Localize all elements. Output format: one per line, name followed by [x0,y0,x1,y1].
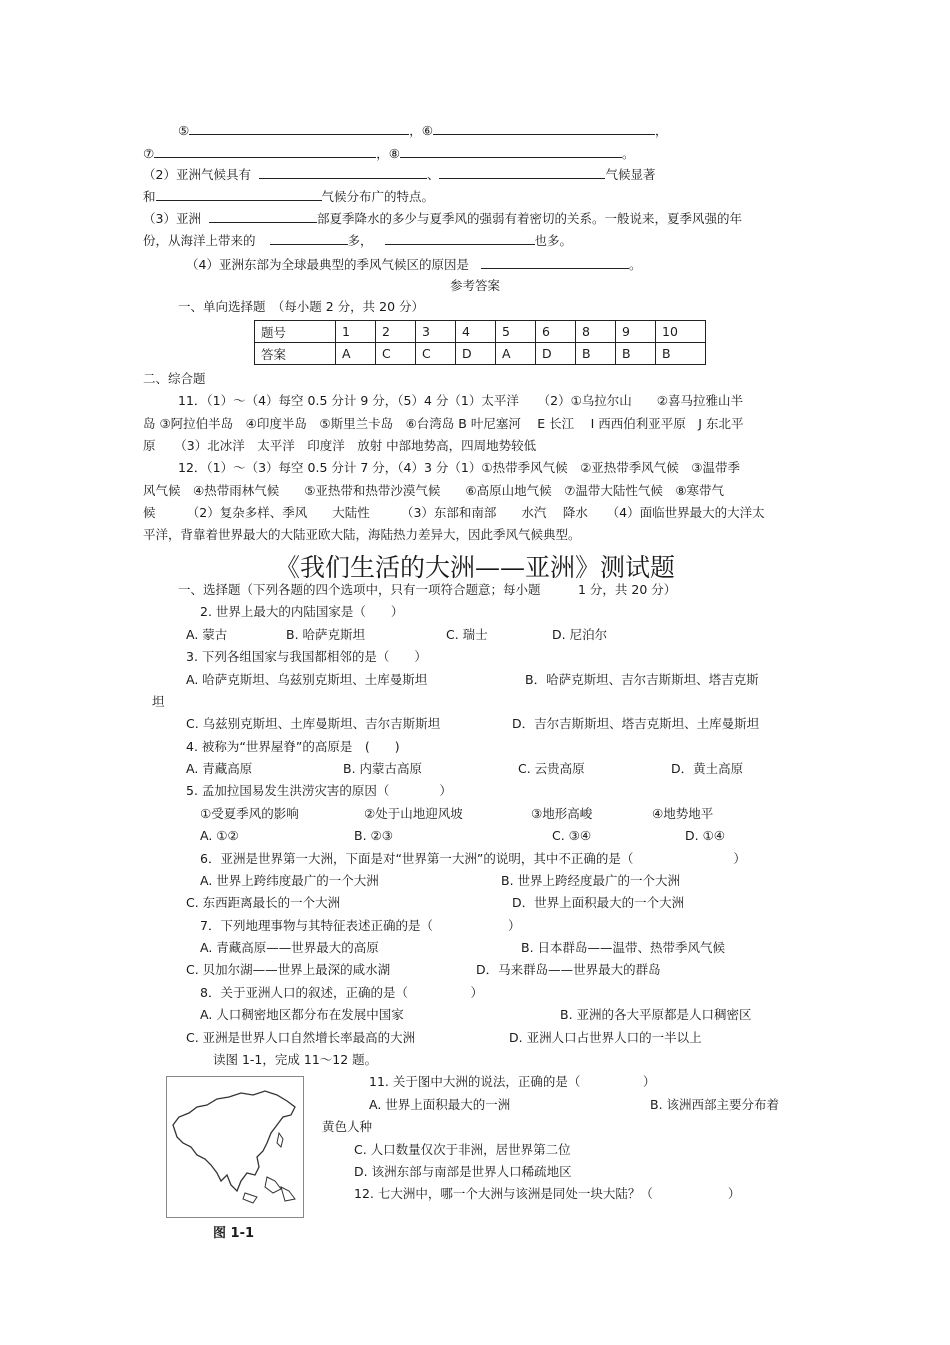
option-q2-c: C. 瑞士 [446,627,488,642]
table-cell: 2 [376,321,416,343]
option-q8-c: C. 亚洲是世界人口自然增长率最高的大洲 [186,1030,416,1045]
blank-q2-2[interactable] [439,166,605,179]
option-q2-d: D. 尼泊尔 [552,627,608,642]
question-8: 8．关于亚洲人口的叙述，正确的是（ ） [200,985,483,1000]
blank-q3-1[interactable] [209,210,317,223]
question-6: 6．亚洲是世界第一大洲，下面是对“世界第一大洲”的说明，其中不正确的是（ ） [200,851,746,866]
asia-outline-icon [167,1077,303,1217]
test-section-1: 一、选择题（下列各题的四个选项中，只有一项符合题意；每小题 1 分，共 20 分） [178,582,677,597]
option-q6-c: C. 东西距离最长的一个大洲 [186,895,341,910]
answer-line: 12．（1）～（3）每空 0.5 分计 7 分，（4）3 分（1）①热带季风气候 ②亚热带季风气候 ③温带季 [178,460,740,475]
option-q7-c: C. 贝加尔湖——世界上最深的咸水湖 [186,962,391,977]
option-q8-b: B. 亚洲的各大平原都是人口稠密区 [560,1007,752,1022]
answers-heading: 参考答案 [449,278,500,293]
option-q4-b: B. 内蒙古高原 [343,761,423,776]
option-q3-a: A. 哈萨克斯坦、乌兹别克斯坦、土库曼斯坦 [186,672,428,687]
blank-label-7: ⑦ [143,146,155,161]
fill-q4: （4）亚洲东部为全球最典型的季风气候区的原因是 。 [186,257,642,272]
option-q4-c: C. 云贵高原 [518,761,585,776]
answers-section-2: 二、综合题 [143,371,206,386]
question-11: 11. 关于图中大洲的说法，正确的是（ ） [369,1074,656,1089]
fill-line-7-8: ⑦ ，⑧ 。 [143,146,635,161]
answer-line: 候 （2）复杂多样、季风 大陆性 （3）东部和南部 水汽 降水 （4）面临世界最大的大洋太 [143,505,765,520]
option-q3-c: C. 乌兹别克斯坦、土库曼斯坦、吉尔吉斯斯坦 [186,716,441,731]
asia-map [166,1076,304,1218]
answer-line: 平洋，背靠着世界最大的大陆亚欧大陆，海陆热力差异大，因此季风气候典型。 [143,527,581,542]
table-cell: C [376,343,416,365]
answer-line: 原 （3）北冰洋 太平洋 印度洋 放射 中部地势高，四周地势较低 [143,438,537,453]
question-12: 12. 七大洲中，哪一个大洲与该洲是同处一块大陆？（ ） [354,1186,741,1201]
option-q5-b: B. ②③ [354,828,393,843]
answer-table [254,320,706,365]
table-cell: 1 [336,321,376,343]
answer-line: 11．（1）～（4）每空 0.5 分计 9 分，（5）4 分（1）太平洋 （2）①乌拉尔山 ②喜马拉雅山半 [178,393,743,408]
fill-q3-line1: （3）亚洲 部夏季降水的多少与夏季风的强弱有着密切的关系。一般说来，夏季风强的年 [143,211,742,226]
table-cell: A [336,343,376,365]
option-q11-c: C. 人口数量仅次于非洲，居世界第二位 [354,1142,571,1157]
option-q3-b: B．哈萨克斯坦、吉尔吉斯斯坦、塔吉克斯 [525,672,759,687]
question-2: 2. 世界上最大的内陆国家是（ ） [200,604,404,619]
option-q7-d: D．马来群岛——世界最大的群岛 [476,962,661,977]
table-cell: 答案 [255,343,336,365]
answer-table-header-row [255,321,706,343]
blank-6[interactable] [433,122,655,135]
option-q4-a: A. 青藏高原 [186,761,253,776]
fill-q2-line2: 和 气候分布广的特点。 [143,189,435,204]
table-cell: 4 [456,321,496,343]
blank-7[interactable] [154,145,376,158]
option-q6-a: A. 世界上跨纬度最广的一个大洲 [200,873,379,888]
option-q4-d: D．黄土高原 [671,761,744,776]
answer-line: 风气候 ④热带雨林气候 ⑤亚热带和热带沙漠气候 ⑥高原山地气候 ⑦温带大陆性气候 ⑧寒带气 [143,483,725,498]
blank-label-6: ，⑥ [409,123,433,138]
blank-q2-3[interactable] [156,188,322,201]
option-q7-a: A. 青藏高原——世界最大的高原 [200,940,379,955]
table-cell: 8 [576,321,616,343]
answer-table-answer-row [255,343,706,365]
option-q7-b: B. 日本群岛——温带、热带季风气候 [521,940,726,955]
option-q11-b: B. 该洲西部主要分布着 [650,1097,780,1112]
question-4: 4. 被称为“世界屋脊”的高原是 ( ) [186,739,400,754]
blank-8[interactable] [400,145,622,158]
table-cell: B [616,343,656,365]
table-cell: D [536,343,576,365]
blank-label-8: ，⑧ [376,146,400,161]
statement-q5-2: ②处于山地迎风坡 [364,806,463,821]
question-7: 7．下列地理事物与其特征表述正确的是（ ） [200,918,521,933]
option-q8-d: D. 亚洲人口占世界人口的一半以上 [509,1030,702,1045]
map-caption: 图 1-1 [213,1226,255,1241]
fill-line-5-6: ⑤ ，⑥ ， [178,123,668,138]
table-cell: 6 [536,321,576,343]
table-cell: D [456,343,496,365]
fill-q2-line1: （2）亚洲气候具有 、 气候显著 [143,167,656,182]
table-cell: A [496,343,536,365]
blank-5[interactable] [189,122,409,135]
statement-q5-4: ④地势地平 [652,806,714,821]
option-q2-b: B. 哈萨克斯坦 [286,627,366,642]
option-q11-a: A. 世界上面积最大的一洲 [369,1097,511,1112]
test-title: 《我们生活的大洲——亚洲》测试题 [274,553,675,582]
option-q6-b: B. 世界上跨经度最广的一个大洲 [501,873,681,888]
option-q2-a: A. 蒙古 [186,627,228,642]
option-q3-b-wrap: 坦 [152,694,165,709]
blank-label-5: ⑤ [178,123,190,138]
option-q5-a: A. ①② [200,828,239,843]
blank-q3-3[interactable] [385,232,535,245]
table-cell: 3 [416,321,456,343]
statement-q5-3: ③地形高峻 [531,806,593,821]
table-cell: B [656,343,706,365]
table-cell: C [416,343,456,365]
option-q3-d: D．吉尔吉斯斯坦、塔吉克斯坦、土库曼斯坦 [512,716,760,731]
blank-q4[interactable] [481,256,629,269]
blank-q2-1[interactable] [259,166,427,179]
option-q8-a: A. 人口稠密地区都分布在发展中国家 [200,1007,404,1022]
answer-line: 岛 ③阿拉伯半岛 ④印度半岛 ⑤斯里兰卡岛 ⑥台湾岛 B 叶尼塞河 E 长江 I 西西伯利亚平原 J 东北平 [143,416,744,431]
question-5: 5. 孟加拉国易发生洪涝灾害的原因（ ） [186,783,452,798]
read-instruction: 读图 1-1，完成 11～12 题。 [213,1052,378,1067]
table-cell: 题号 [255,321,336,343]
table-cell: 9 [616,321,656,343]
blank-q3-2[interactable] [270,232,348,245]
table-cell: 5 [496,321,536,343]
table-cell: B [576,343,616,365]
option-q6-d: D．世界上面积最大的一个大洲 [512,895,685,910]
table-cell: 10 [656,321,706,343]
option-q11-d: D. 该洲东部与南部是世界人口稀疏地区 [354,1164,572,1179]
fill-q3-line2: 份，从海洋上带来的 多， 也多。 [143,233,573,248]
option-q11-b-wrap: 黄色人种 [322,1119,373,1134]
answers-section-1: 一、单向选择题 （每小题 2 分，共 20 分） [178,299,425,314]
statement-q5-1: ①受夏季风的影响 [200,806,299,821]
question-3: 3. 下列各组国家与我国都相邻的是（ ） [186,649,427,664]
option-q5-d: D. ①④ [685,828,725,843]
option-q5-c: C. ③④ [552,828,592,843]
